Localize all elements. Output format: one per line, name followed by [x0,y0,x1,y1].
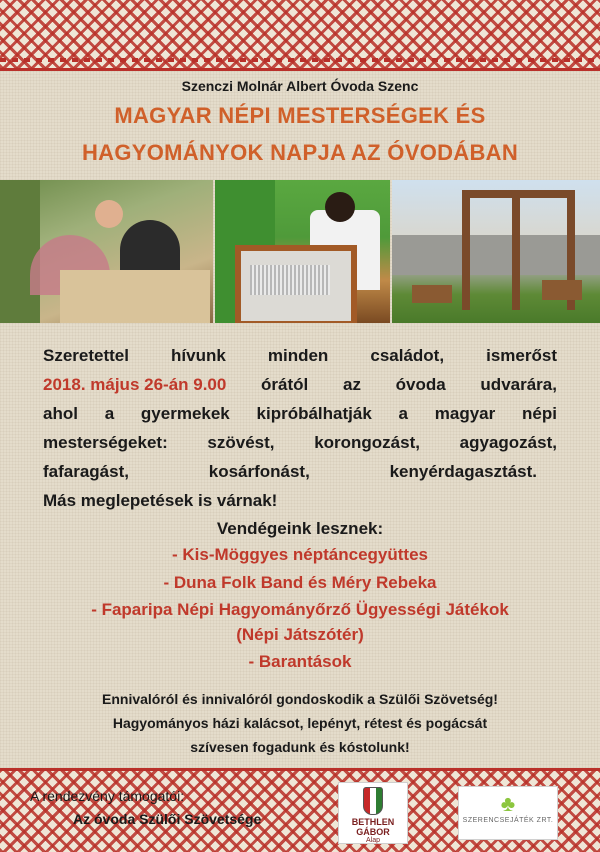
photo-woodcarving [0,180,213,323]
note-line-3: szívesen fogadunk és kóstolunk! [190,739,410,755]
event-date: 2018. május 26-án 9.00 [43,375,227,394]
guest-item: - Barantások [248,652,352,671]
intro-line-5: fafaragást, kosárfonást, kenyérdagasztást. [43,462,537,481]
photo-weaving-loom [215,180,390,323]
intro-line-1: Szeretettel hívunk minden családot, ismerőst [43,346,557,365]
sponsors-label: A rendezvény támogatói: [30,788,185,804]
intro-line-2: 2018. május 26-án 9.00 órától az óvoda udvarára, [43,370,557,399]
note-line-1: Ennivalóról és innivalóról gondoskodik a Szülői Szövetség! [102,691,498,707]
intro-line-6: Más meglepetések is várnak! [43,491,278,510]
coat-of-arms-icon [363,787,383,815]
invitation-text [43,341,557,515]
photo-folk-playground [392,180,600,323]
clover-icon: ♣ [500,791,516,816]
guest-item: - Kis-Möggyes néptáncegyüttes [172,545,428,564]
bethlen-gabor-logo: BETHLEN GÁBOR Alap [338,782,408,844]
photo-strip [0,180,600,323]
embroidered-border-top [0,0,600,71]
poster-title-line-2: HAGYOMÁNYOK NAPJA AZ ÓVODÁBAN [81,140,519,165]
guests-heading: Vendégeink lesznek: [216,519,384,538]
sponsor-parents-association: Az óvoda Szülői Szövetsége [73,811,262,827]
guest-item: - Duna Folk Band és Méry Rebeka [163,573,437,592]
szerencsejatek-logo: ♣ SZERENCSEJÁTÉK ZRT. [458,786,558,840]
guest-item-sub: (Népi Játszótér) [236,625,364,644]
organizer-name: Szenczi Molnár Albert Óvoda Szenc [181,78,419,94]
poster-title-line-1: MAGYAR NÉPI MESTERSÉGEK ÉS [114,103,486,128]
note-line-2: Hagyományos házi kalácsot, lepényt, rétest és pogácsát [112,715,488,731]
guest-item: - Faparipa Népi Hagyományőrző Ügyességi Játékok [91,600,509,619]
intro-line-4: mesterségeket: szövést, korongozást, agyagozást, [43,433,557,452]
intro-line-3: ahol a gyermekek kipróbálhatják a magyar népi [43,404,557,423]
